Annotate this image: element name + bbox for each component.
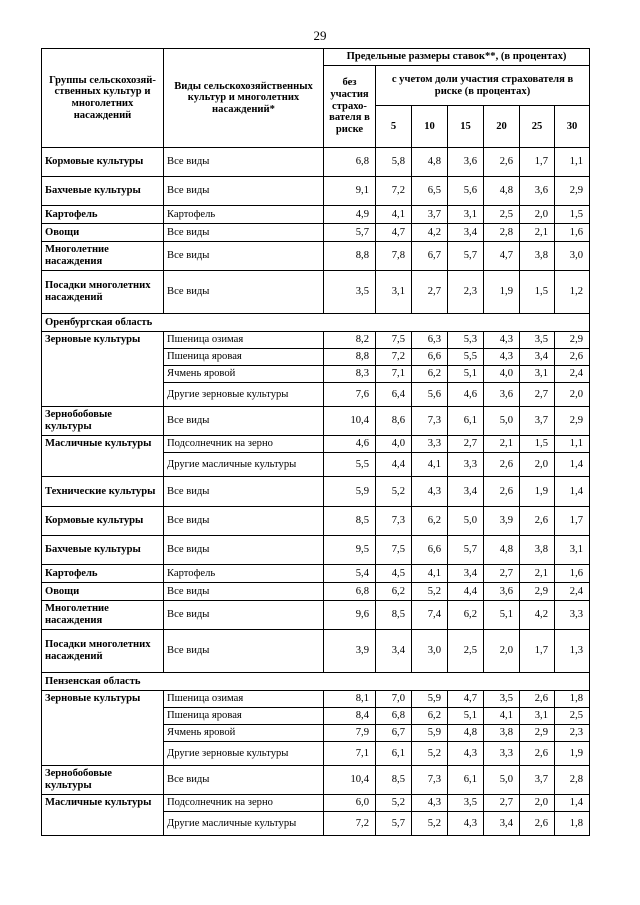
- crop-type-cell: Все виды: [164, 271, 324, 314]
- rate-share-15: 2,3: [448, 271, 484, 314]
- rate-without-share: 9,6: [324, 601, 376, 630]
- rate-share-20: 2,6: [484, 477, 520, 507]
- rate-share-15: 5,7: [448, 536, 484, 565]
- rate-share-10: 4,8: [412, 148, 448, 177]
- rate-share-20: 2,5: [484, 206, 520, 224]
- rate-share-25: 1,5: [520, 436, 555, 453]
- rate-without-share: 8,5: [324, 507, 376, 536]
- rate-share-30: 2,8: [555, 766, 590, 795]
- rate-share-10: 6,2: [412, 366, 448, 383]
- rate-share-15: 5,7: [448, 242, 484, 271]
- rate-share-5: 3,4: [376, 630, 412, 673]
- rate-share-10: 5,6: [412, 383, 448, 407]
- rate-share-15: 4,8: [448, 725, 484, 742]
- header-share-5: 5: [376, 106, 412, 148]
- rate-share-20: 3,5: [484, 691, 520, 708]
- rate-without-share: 8,8: [324, 242, 376, 271]
- rate-share-5: 5,2: [376, 795, 412, 812]
- rate-share-25: 2,9: [520, 583, 555, 601]
- rate-share-20: 2,8: [484, 224, 520, 242]
- rate-share-15: 4,3: [448, 812, 484, 836]
- rate-without-share: 8,4: [324, 708, 376, 725]
- rate-share-10: 6,7: [412, 242, 448, 271]
- header-types: Виды сельскохозяйственных культур и многолетних насаждений*: [164, 49, 324, 148]
- rate-without-share: 8,1: [324, 691, 376, 708]
- rate-without-share: 3,9: [324, 630, 376, 673]
- rate-share-15: 3,5: [448, 795, 484, 812]
- rate-share-20: 4,3: [484, 332, 520, 349]
- rate-share-10: 6,3: [412, 332, 448, 349]
- table-row: [42, 177, 590, 206]
- rate-share-20: 4,1: [484, 708, 520, 725]
- rate-share-10: 5,9: [412, 725, 448, 742]
- rate-share-30: 1,1: [555, 436, 590, 453]
- rate-without-share: 8,3: [324, 366, 376, 383]
- rate-share-5: 4,7: [376, 224, 412, 242]
- rate-share-20: 5,1: [484, 601, 520, 630]
- rate-share-5: 5,7: [376, 812, 412, 836]
- rate-without-share: 5,9: [324, 477, 376, 507]
- rate-share-30: 1,4: [555, 795, 590, 812]
- rate-without-share: 4,6: [324, 436, 376, 453]
- rate-share-30: 2,9: [555, 407, 590, 436]
- rate-share-10: 6,2: [412, 507, 448, 536]
- rate-share-30: 3,3: [555, 601, 590, 630]
- rate-share-15: 3,4: [448, 477, 484, 507]
- rate-share-20: 3,6: [484, 583, 520, 601]
- rate-share-10: 5,9: [412, 691, 448, 708]
- rate-share-10: 4,3: [412, 477, 448, 507]
- rate-share-5: 7,8: [376, 242, 412, 271]
- crop-type-cell: Все виды: [164, 148, 324, 177]
- rate-share-5: 4,5: [376, 565, 412, 583]
- rate-share-15: 3,4: [448, 224, 484, 242]
- crop-group-cell: Картофель: [42, 565, 164, 583]
- table-row: [42, 691, 590, 708]
- table-row: [42, 271, 590, 314]
- table-row: [42, 630, 590, 673]
- rate-share-10: 6,6: [412, 536, 448, 565]
- rate-share-20: 2,7: [484, 795, 520, 812]
- rate-share-30: 2,0: [555, 383, 590, 407]
- crop-type-cell: Пшеница озимая: [164, 691, 324, 708]
- rate-share-20: 2,7: [484, 565, 520, 583]
- rate-share-30: 1,5: [555, 206, 590, 224]
- crop-type-cell: Другие масличные культуры: [164, 812, 324, 836]
- rate-share-10: 4,2: [412, 224, 448, 242]
- rate-share-20: 3,4: [484, 812, 520, 836]
- rate-share-30: 1,6: [555, 565, 590, 583]
- rate-share-25: 1,7: [520, 630, 555, 673]
- crop-group-cell: Посадки многолетних насаждений: [42, 271, 164, 314]
- crop-group-cell: Кормовые культуры: [42, 507, 164, 536]
- crop-type-cell: Все виды: [164, 601, 324, 630]
- rate-without-share: 5,4: [324, 565, 376, 583]
- rate-share-20: 3,6: [484, 383, 520, 407]
- crop-type-cell: Пшеница яровая: [164, 349, 324, 366]
- crop-type-cell: Все виды: [164, 177, 324, 206]
- crop-group-cell: Овощи: [42, 224, 164, 242]
- rate-share-15: 3,1: [448, 206, 484, 224]
- crop-type-cell: Другие зерновые культуры: [164, 383, 324, 407]
- rate-share-10: 7,4: [412, 601, 448, 630]
- rate-share-5: 6,7: [376, 725, 412, 742]
- rate-share-10: 5,2: [412, 583, 448, 601]
- rate-share-15: 5,1: [448, 366, 484, 383]
- rate-without-share: 10,4: [324, 766, 376, 795]
- rate-share-15: 6,1: [448, 407, 484, 436]
- rate-without-share: 6,8: [324, 148, 376, 177]
- rate-without-share: 7,1: [324, 742, 376, 766]
- rate-share-25: 2,1: [520, 224, 555, 242]
- rate-share-30: 1,8: [555, 812, 590, 836]
- rate-share-25: 3,1: [520, 708, 555, 725]
- rate-share-15: 5,6: [448, 177, 484, 206]
- rate-share-10: 3,0: [412, 630, 448, 673]
- rate-share-20: 2,1: [484, 436, 520, 453]
- rate-without-share: 8,8: [324, 349, 376, 366]
- rate-share-30: 3,0: [555, 242, 590, 271]
- rate-share-10: 6,6: [412, 349, 448, 366]
- rate-share-30: 2,4: [555, 583, 590, 601]
- rate-share-10: 6,2: [412, 708, 448, 725]
- crop-group-cell: Кормовые культуры: [42, 148, 164, 177]
- rate-share-15: 5,3: [448, 332, 484, 349]
- rate-share-25: 1,5: [520, 271, 555, 314]
- rate-without-share: 6,8: [324, 583, 376, 601]
- rate-share-30: 2,9: [555, 332, 590, 349]
- crop-group-cell: Зернобобовые культуры: [42, 766, 164, 795]
- rate-share-20: 5,0: [484, 407, 520, 436]
- rate-share-5: 7,2: [376, 349, 412, 366]
- header-limits: Предельные размеры ставок**, (в процентах): [324, 49, 590, 66]
- rate-share-30: 2,3: [555, 725, 590, 742]
- rate-share-30: 1,4: [555, 453, 590, 477]
- rate-without-share: 10,4: [324, 407, 376, 436]
- rate-without-share: 8,2: [324, 332, 376, 349]
- rate-share-25: 2,0: [520, 206, 555, 224]
- header-share-10: 10: [412, 106, 448, 148]
- rate-share-15: 4,7: [448, 691, 484, 708]
- rate-share-30: 1,4: [555, 477, 590, 507]
- table-row: [42, 206, 590, 224]
- rate-share-25: 2,0: [520, 795, 555, 812]
- rate-share-20: 3,9: [484, 507, 520, 536]
- crop-group-cell: Зерновые культуры: [42, 691, 164, 766]
- rate-share-25: 2,9: [520, 725, 555, 742]
- rate-share-15: 5,5: [448, 349, 484, 366]
- rate-share-20: 3,8: [484, 725, 520, 742]
- rate-share-5: 7,0: [376, 691, 412, 708]
- rate-share-15: 5,0: [448, 507, 484, 536]
- crop-group-cell: Многолетние насаждения: [42, 601, 164, 630]
- crop-group-cell: Многолетние насаждения: [42, 242, 164, 271]
- rate-share-30: 3,1: [555, 536, 590, 565]
- crop-type-cell: Пшеница яровая: [164, 708, 324, 725]
- crop-group-cell: Технические культуры: [42, 477, 164, 507]
- rate-share-25: 1,9: [520, 477, 555, 507]
- rate-without-share: 4,9: [324, 206, 376, 224]
- rate-share-25: 2,6: [520, 507, 555, 536]
- rate-share-5: 6,8: [376, 708, 412, 725]
- rate-share-10: 7,3: [412, 766, 448, 795]
- crop-type-cell: Все виды: [164, 766, 324, 795]
- rate-share-10: 6,5: [412, 177, 448, 206]
- region-title: Оренбургская область: [42, 314, 590, 332]
- rate-without-share: 9,1: [324, 177, 376, 206]
- rate-share-20: 1,9: [484, 271, 520, 314]
- rate-share-5: 4,0: [376, 436, 412, 453]
- region-row: [42, 314, 590, 332]
- table-row: [42, 795, 590, 812]
- rate-share-15: 4,4: [448, 583, 484, 601]
- rate-share-5: 6,2: [376, 583, 412, 601]
- crop-type-cell: Все виды: [164, 536, 324, 565]
- crop-type-cell: Подсолнечник на зерно: [164, 436, 324, 453]
- rate-share-25: 2,6: [520, 691, 555, 708]
- rate-share-25: 2,7: [520, 383, 555, 407]
- rate-without-share: 5,5: [324, 453, 376, 477]
- header-with-share: с учетом доли участия страхователя в риске (в процентах): [376, 66, 590, 106]
- table-row: [42, 242, 590, 271]
- rate-share-5: 7,1: [376, 366, 412, 383]
- insurance-rates-table: [41, 48, 590, 836]
- header-share-20: 20: [484, 106, 520, 148]
- rate-share-25: 3,5: [520, 332, 555, 349]
- rate-share-25: 1,7: [520, 148, 555, 177]
- header-share-30: 30: [555, 106, 590, 148]
- rate-share-30: 1,1: [555, 148, 590, 177]
- crop-group-cell: Масличные культуры: [42, 436, 164, 477]
- table-row: [42, 224, 590, 242]
- rate-share-10: 5,2: [412, 812, 448, 836]
- rate-without-share: 7,9: [324, 725, 376, 742]
- rate-without-share: 7,2: [324, 812, 376, 836]
- crop-type-cell: Все виды: [164, 630, 324, 673]
- rate-share-5: 8,5: [376, 601, 412, 630]
- crop-type-cell: Картофель: [164, 206, 324, 224]
- rate-share-5: 4,4: [376, 453, 412, 477]
- rate-share-10: 4,1: [412, 453, 448, 477]
- rate-share-20: 3,3: [484, 742, 520, 766]
- crop-type-cell: Картофель: [164, 565, 324, 583]
- rate-share-25: 2,0: [520, 453, 555, 477]
- rate-share-30: 2,5: [555, 708, 590, 725]
- crop-type-cell: Все виды: [164, 477, 324, 507]
- rate-share-25: 3,4: [520, 349, 555, 366]
- rate-share-25: 3,7: [520, 766, 555, 795]
- rate-share-10: 2,7: [412, 271, 448, 314]
- rate-share-30: 1,2: [555, 271, 590, 314]
- rate-share-20: 2,6: [484, 453, 520, 477]
- rate-share-5: 6,1: [376, 742, 412, 766]
- header-share-25: 25: [520, 106, 555, 148]
- rate-share-5: 7,5: [376, 332, 412, 349]
- rate-share-25: 2,1: [520, 565, 555, 583]
- rate-share-30: 1,6: [555, 224, 590, 242]
- rate-share-10: 4,1: [412, 565, 448, 583]
- rate-share-15: 2,7: [448, 436, 484, 453]
- rate-share-15: 4,3: [448, 742, 484, 766]
- rate-share-20: 2,0: [484, 630, 520, 673]
- rate-share-5: 4,1: [376, 206, 412, 224]
- crop-type-cell: Все виды: [164, 407, 324, 436]
- table-row: [42, 507, 590, 536]
- rate-share-15: 4,6: [448, 383, 484, 407]
- rate-share-30: 2,9: [555, 177, 590, 206]
- crop-type-cell: Ячмень яровой: [164, 725, 324, 742]
- rate-without-share: 6,0: [324, 795, 376, 812]
- rate-share-25: 2,6: [520, 812, 555, 836]
- rate-share-30: 1,9: [555, 742, 590, 766]
- rate-share-20: 4,8: [484, 536, 520, 565]
- region-title: Пензенская область: [42, 673, 590, 691]
- crop-type-cell: Другие масличные культуры: [164, 453, 324, 477]
- crop-group-cell: Картофель: [42, 206, 164, 224]
- crop-type-cell: Все виды: [164, 583, 324, 601]
- crop-group-cell: Бахчевые культуры: [42, 177, 164, 206]
- header-share-15: 15: [448, 106, 484, 148]
- rate-share-15: 2,5: [448, 630, 484, 673]
- rate-share-10: 3,7: [412, 206, 448, 224]
- header-without-share: без участия страхо-вателя в риске: [324, 66, 376, 148]
- crop-type-cell: Ячмень яровой: [164, 366, 324, 383]
- rate-share-5: 3,1: [376, 271, 412, 314]
- rate-share-25: 3,6: [520, 177, 555, 206]
- rate-share-15: 3,4: [448, 565, 484, 583]
- table-row: [42, 148, 590, 177]
- rate-share-20: 4,8: [484, 177, 520, 206]
- crop-group-cell: Зерновые культуры: [42, 332, 164, 407]
- crop-type-cell: Все виды: [164, 242, 324, 271]
- rate-share-20: 2,6: [484, 148, 520, 177]
- rate-share-20: 4,0: [484, 366, 520, 383]
- rate-share-25: 3,7: [520, 407, 555, 436]
- rate-share-5: 6,4: [376, 383, 412, 407]
- rate-share-15: 3,6: [448, 148, 484, 177]
- crop-group-cell: Посадки многолетних насаждений: [42, 630, 164, 673]
- rate-share-25: 4,2: [520, 601, 555, 630]
- rate-share-25: 3,1: [520, 366, 555, 383]
- table-row: [42, 477, 590, 507]
- rate-share-30: 2,6: [555, 349, 590, 366]
- crop-type-cell: Подсолнечник на зерно: [164, 795, 324, 812]
- table-row: [42, 407, 590, 436]
- crop-type-cell: Все виды: [164, 224, 324, 242]
- rate-share-5: 7,5: [376, 536, 412, 565]
- rate-without-share: 9,5: [324, 536, 376, 565]
- rate-without-share: 5,7: [324, 224, 376, 242]
- rate-share-10: 5,2: [412, 742, 448, 766]
- crop-type-cell: Все виды: [164, 507, 324, 536]
- rate-share-30: 2,4: [555, 366, 590, 383]
- table-row: [42, 766, 590, 795]
- crop-group-cell: Масличные культуры: [42, 795, 164, 836]
- table-row: [42, 601, 590, 630]
- rate-share-20: 5,0: [484, 766, 520, 795]
- rate-share-5: 8,6: [376, 407, 412, 436]
- rate-share-10: 4,3: [412, 795, 448, 812]
- rate-share-30: 1,8: [555, 691, 590, 708]
- rate-without-share: 3,5: [324, 271, 376, 314]
- rate-without-share: 7,6: [324, 383, 376, 407]
- rate-share-25: 2,6: [520, 742, 555, 766]
- rate-share-5: 8,5: [376, 766, 412, 795]
- rate-share-10: 3,3: [412, 436, 448, 453]
- table-row: [42, 332, 590, 349]
- crop-group-cell: Овощи: [42, 583, 164, 601]
- crop-type-cell: Другие зерновые культуры: [164, 742, 324, 766]
- rate-share-30: 1,7: [555, 507, 590, 536]
- rate-share-15: 5,1: [448, 708, 484, 725]
- crop-group-cell: Зернобобовые культуры: [42, 407, 164, 436]
- rate-share-5: 7,3: [376, 507, 412, 536]
- rate-share-20: 4,7: [484, 242, 520, 271]
- rate-share-30: 1,3: [555, 630, 590, 673]
- rate-share-20: 4,3: [484, 349, 520, 366]
- rate-share-5: 7,2: [376, 177, 412, 206]
- rate-share-25: 3,8: [520, 242, 555, 271]
- rate-share-5: 5,8: [376, 148, 412, 177]
- rate-share-10: 7,3: [412, 407, 448, 436]
- page-number: 29: [313, 28, 327, 43]
- rate-share-15: 6,1: [448, 766, 484, 795]
- header-groups: Группы сельскохозяй-ственных культур и многолетних насаждений: [42, 49, 164, 148]
- crop-group-cell: Бахчевые культуры: [42, 536, 164, 565]
- table-row: [42, 436, 590, 453]
- table-row: [42, 536, 590, 565]
- region-row: [42, 673, 590, 691]
- rate-share-15: 3,3: [448, 453, 484, 477]
- table-row: [42, 565, 590, 583]
- rate-share-15: 6,2: [448, 601, 484, 630]
- table-row: [42, 583, 590, 601]
- rate-share-25: 3,8: [520, 536, 555, 565]
- rate-share-5: 5,2: [376, 477, 412, 507]
- crop-type-cell: Пшеница озимая: [164, 332, 324, 349]
